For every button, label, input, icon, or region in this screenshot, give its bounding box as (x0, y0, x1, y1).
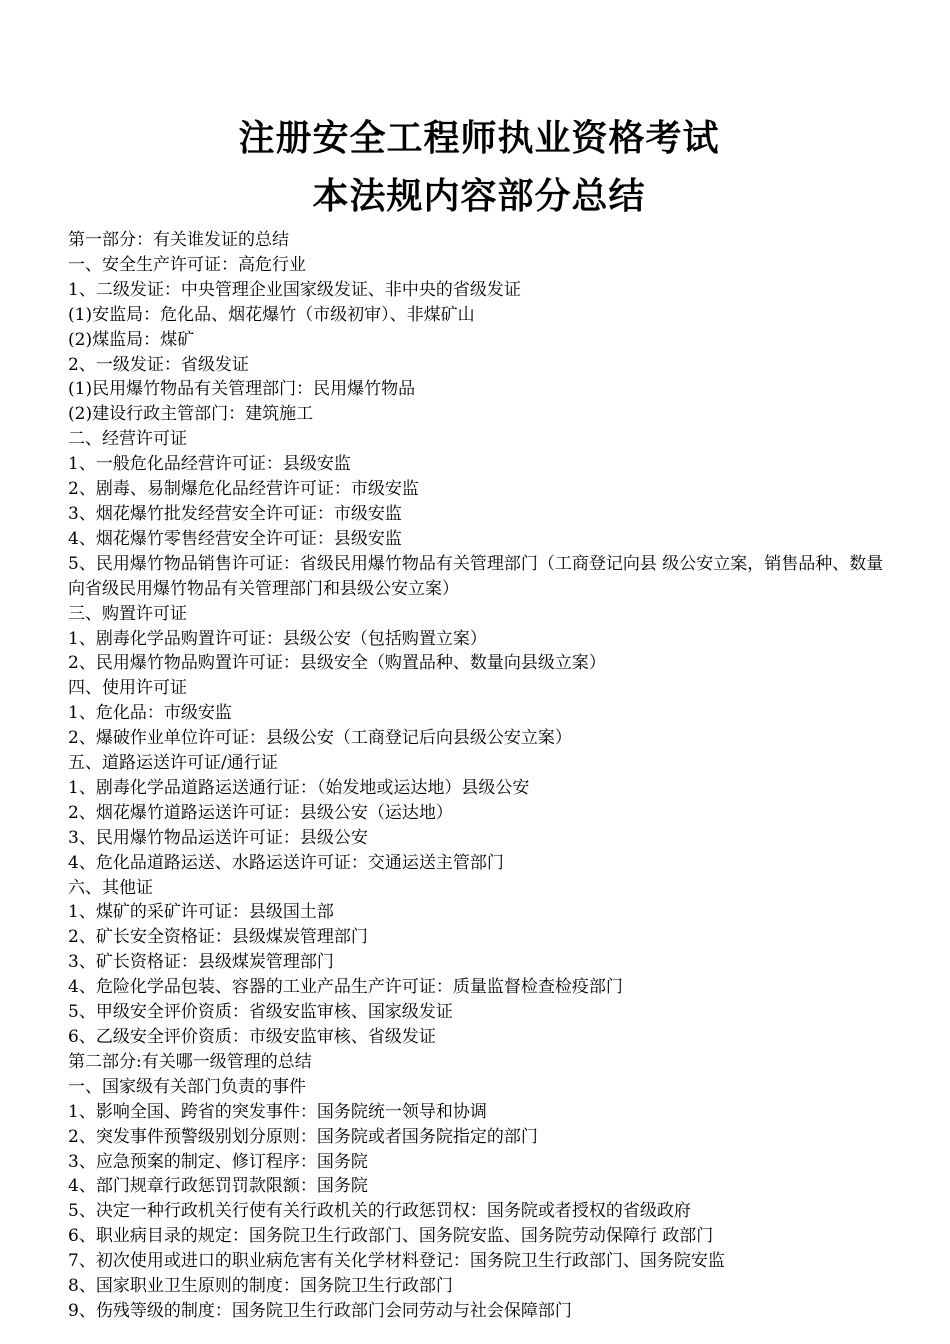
text-line: 3、烟花爆竹批发经营安全许可证：市级安监 (68, 503, 402, 524)
text-line: 4、部门规章行政惩罚罚款限额：国务院 (68, 1176, 368, 1197)
text-line: 6、乙级安全评价资质：市级安监审核、省级发证 (68, 1027, 436, 1047)
text-line: 一、安全生产许可证：高危行业 (68, 254, 306, 275)
text-line: 8、国家职业卫生原则的制度：国务院卫生行政部门 (68, 1276, 453, 1297)
document-body (68, 228, 890, 1324)
text-line: 9、伤残等级的制度：国务院卫生行政部门会同劳动与社会保障部门 (68, 1300, 572, 1321)
document-title-line-2: 本法规内容部分总结 (312, 175, 646, 217)
text-line: 1、影响全国、跨省的突发事件：国务院统一领导和协调 (68, 1101, 487, 1122)
text-line: 7、初次使用或进口的职业病危害有关化学材料登记：国务院卫生行政部门、国务院安监 (68, 1251, 725, 1272)
text-line: 5、决定一种行政机关行使有关行政机关的行政惩罚权：国务院或者授权的省级政府 (68, 1201, 691, 1222)
text-line: 二、经营许可证 (68, 429, 187, 450)
text-line: 2、一级发证：省级发证 (68, 354, 249, 375)
text-line: 六、其他证 (68, 877, 153, 898)
text-line: 3、民用爆竹物品运送许可证：县级公安 (68, 827, 368, 848)
text-line: 第二部分:有关哪一级管理的总结 (68, 1051, 312, 1072)
text-line: 1、剧毒化学品购置许可证：县级公安（包括购置立案） (68, 628, 487, 649)
text-line: 2、矿长安全资格证：县级煤炭管理部门 (68, 927, 368, 948)
text-line: 4、烟花爆竹零售经营安全许可证：县级安监 (68, 528, 402, 549)
text-line: 2、剧毒、易制爆危化品经营许可证：市级安监 (68, 479, 419, 500)
text-line: 5、民用爆竹物品销售许可证：省级民用爆竹物品有关管理部门（工商登记向县 级公安立案，销售品种、数量向省级民用爆竹物品有关管理部门和县级公安立案） (68, 553, 884, 599)
text-line: 1、剧毒化学品道路运送通行证：（始发地或运达地）县级公安 (68, 777, 530, 798)
text-line: (1)安监局：危化品、烟花爆竹（市级初审）、非煤矿山 (68, 304, 475, 325)
text-line: 一、国家级有关部门负责的事件 (68, 1076, 306, 1097)
document-title-line-1: 注册安全工程师执业资格考试 (238, 117, 720, 159)
text-line: 5、甲级安全评价资质：省级安监审核、国家级发证 (68, 1002, 453, 1023)
text-line: 第一部分：有关谁发证的总结 (68, 230, 289, 250)
text-line: 3、矿长资格证：县级煤炭管理部门 (68, 952, 334, 973)
text-line: 4、危险化学品包装、容器的工业产品生产许可证：质量监督检查检疫部门 (68, 977, 623, 998)
text-line: 2、民用爆竹物品购置许可证：县级安全（购置品种、数量向县级立案） (68, 653, 606, 674)
text-line: 五、道路运送许可证/通行证 (68, 753, 278, 774)
text-line: 1、二级发证：中央管理企业国家级发证、非中央的省级发证 (68, 279, 521, 300)
text-line: 四、使用许可证 (68, 678, 187, 699)
text-line: 1、一般危化品经营许可证：县级安监 (68, 454, 351, 475)
text-line: 2、烟花爆竹道路运送许可证：县级公安（运达地） (68, 802, 453, 823)
text-line: 1、煤矿的采矿许可证：县级国土部 (68, 902, 334, 923)
text-line: 3、应急预案的制定、修订程序：国务院 (68, 1151, 368, 1172)
text-line: 2、爆破作业单位许可证：县级公安（工商登记后向县级公安立案） (68, 728, 572, 749)
text-line: 6、职业病目录的规定：国务院卫生行政部门、国务院安监、国务院劳动保障行 政部门 (68, 1226, 714, 1247)
text-line: (2)建设行政主管部门：建筑施工 (68, 404, 314, 425)
text-line: 2、突发事件预警级别划分原则：国务院或者国务院指定的部门 (68, 1126, 538, 1147)
text-line: 4、危化品道路运送、水路运送许可证：交通运送主管部门 (68, 852, 504, 873)
text-line: 三、购置许可证 (68, 603, 187, 624)
text-line: (1)民用爆竹物品有关管理部门：民用爆竹物品 (68, 379, 416, 400)
text-line: (2)煤监局：煤矿 (68, 329, 195, 350)
text-line: 1、危化品：市级安监 (68, 703, 232, 724)
